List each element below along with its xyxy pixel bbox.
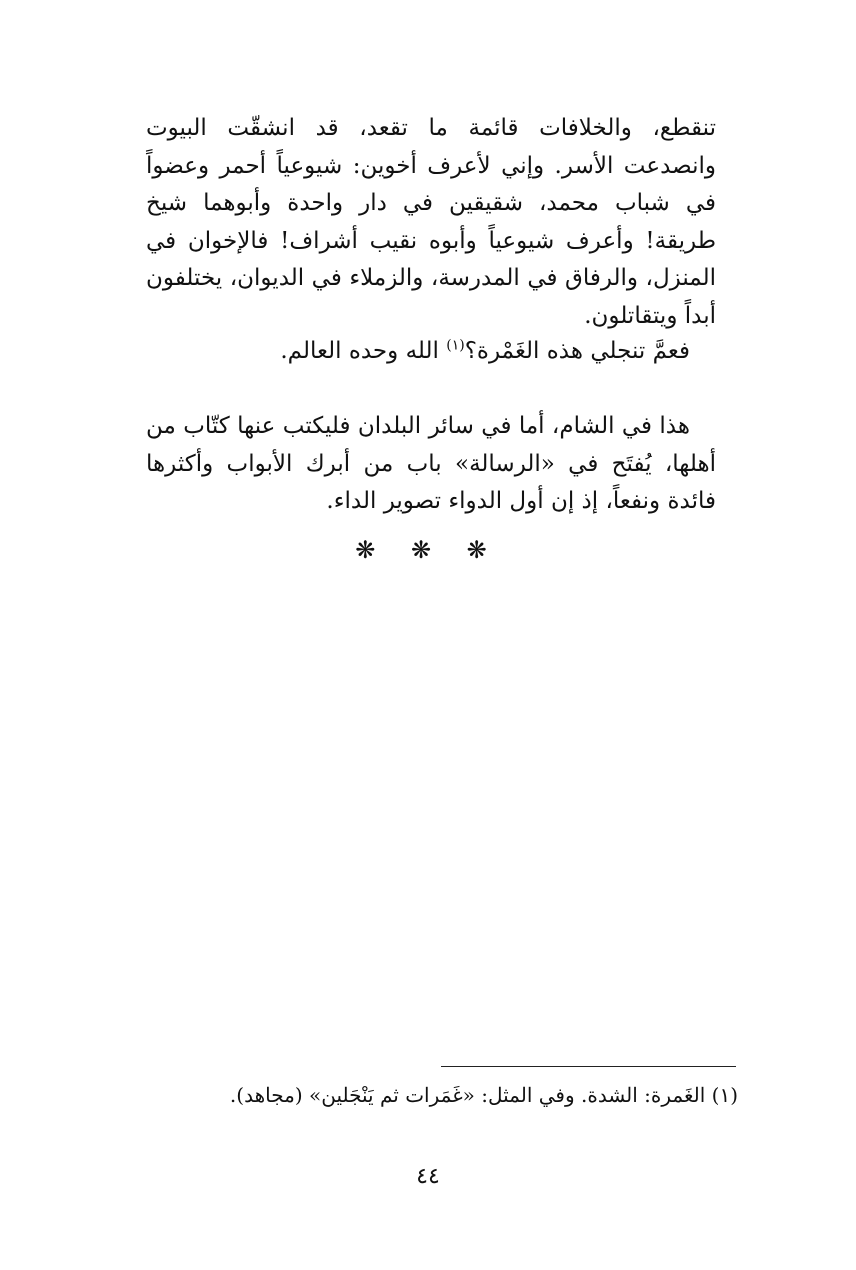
footnote-text: (١) الغَمرة: الشدة. وفي المثل: «غَمَرات ثم يَنْجَلين» (مجاهد). [229, 1083, 738, 1107]
paragraph-2-question: فعمَّ تنجلي هذه الغَمْرة؟ [464, 338, 690, 364]
body-paragraph-3: هذا في الشام، أما في سائر البلدان فليكتب عنها كتّاب من أهلها، يُفتَح في «الرسالة» باب من أبرك الأبواب وأكثرها فائدة ونفعاً، إذ إن أول الدواء تصوير الداء. [146, 413, 716, 514]
paragraph-2-answer: الله وحده العالم. [280, 338, 447, 364]
body-paragraph-2 [146, 333, 716, 371]
page-number: ٤٤ [416, 1164, 440, 1189]
body-paragraph-1: تنقطع، والخلافات قائمة ما تقعد، قد انشقّت البيوت وانصدعت الأسر. وإني لأعرف أخوين: شيوعياً أحمر وعضواً في شباب محمد، شقيقين في دار واحدة وأبوهما شيخ طريقة! وأعرف شيوعياً وأبوه نقيب أشراف! فالإخوان في المنزل، والرفاق في المدرسة، والزملاء في الديوان، يختلفون أبداً ويتقاتلون. [146, 115, 716, 329]
footnote-reference-mark: (١) [446, 337, 465, 354]
section-separator: ❋ ❋ ❋ [355, 536, 501, 564]
footnote-divider [441, 1066, 736, 1067]
